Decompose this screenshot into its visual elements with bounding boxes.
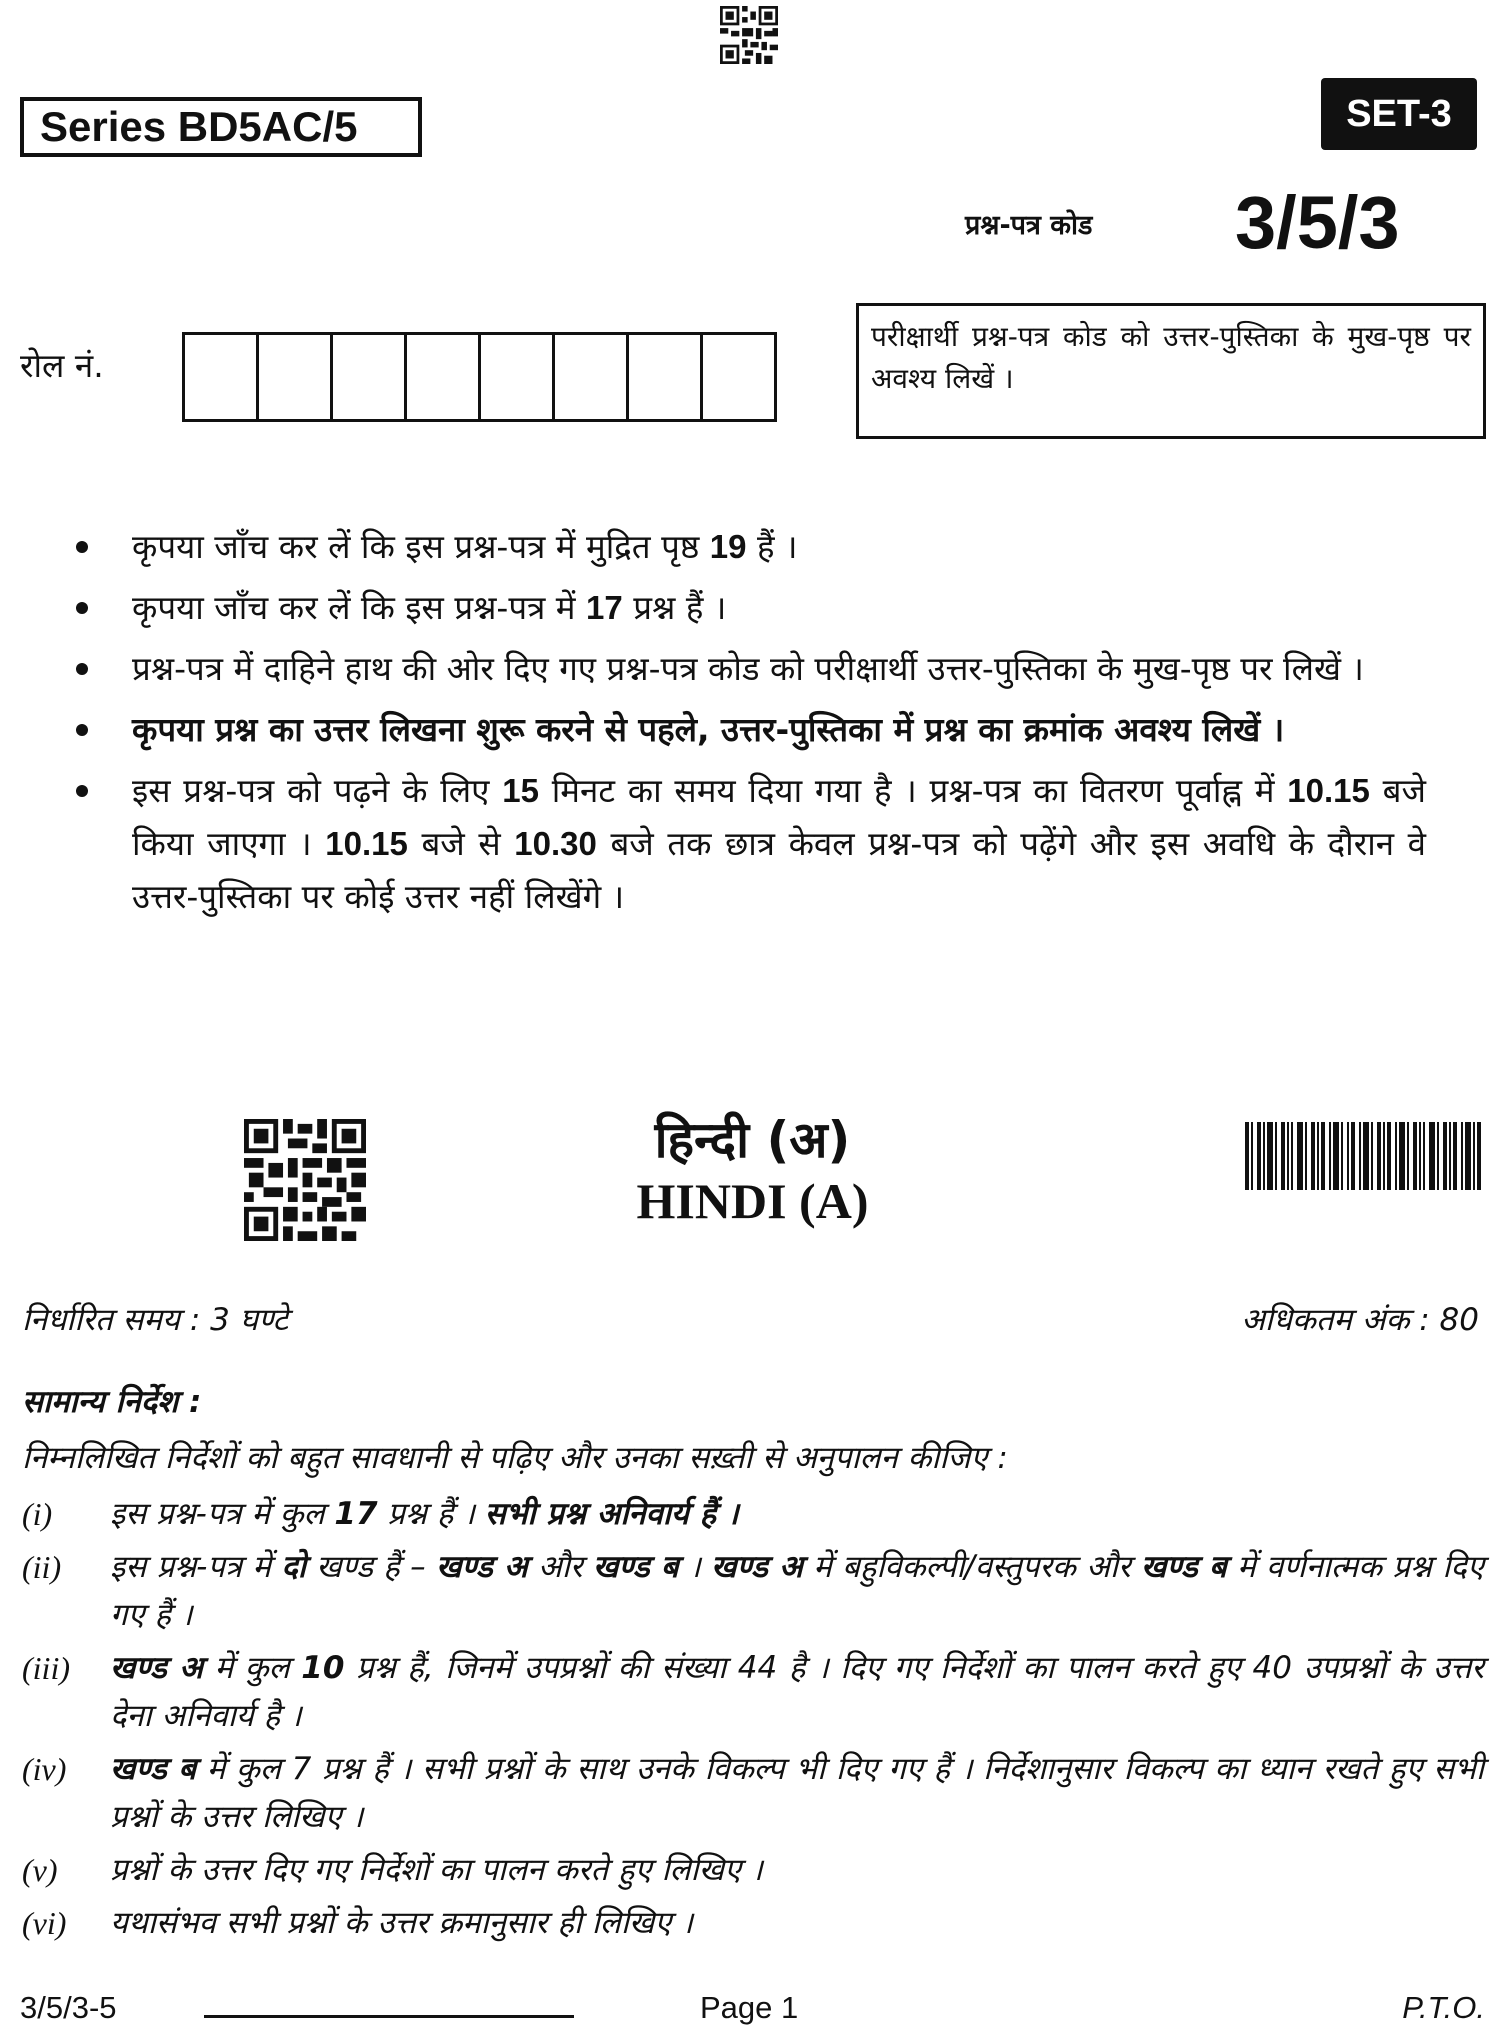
list-item: कृपया जाँच कर लें कि इस प्रश्न-पत्र में मुद्रित पृष्ठ 19 हैं । xyxy=(70,520,1470,573)
list-item: इस प्रश्न-पत्र को पढ़ने के लिए 15 मिनट का समय दिया गया है । प्रश्न-पत्र का वितरण पूर्वाह्न में 10.15 बजे किया जाएगा । 10.15 बजे से 10.30 बजे तक छात्र केवल प्रश्न-पत्र को पढ़ेंगे और इस अवधि के दौरान वे उत्तर-पुस्तिका पर कोई उत्तर नहीं लिखेंगे । xyxy=(70,764,1470,923)
list-item: (iv) खण्ड ब में कुल 7 प्रश्न हैं । सभी प्रश्नों के साथ उनके विकल्प भी दिए गए हैं । निर्देशानुसार विकल्प का ध्यान रखते हुए सभी प्रश्नों के उत्तर लिखिए । xyxy=(22,1745,1484,1841)
roll-number-box xyxy=(185,335,259,419)
page-footer xyxy=(20,1990,1485,2034)
paper-code-label: प्रश्न-पत्र कोड xyxy=(965,210,1093,241)
barcode-icon xyxy=(1245,1122,1481,1190)
roll-number-boxes xyxy=(182,332,777,422)
list-item: प्रश्न-पत्र में दाहिने हाथ की ओर दिए गए प्रश्न-पत्र कोड को परीक्षार्थी उत्तर-पुस्तिका के मुख-पृष्ठ पर लिखें । xyxy=(70,642,1470,695)
item-number: (iv) xyxy=(22,1751,67,1787)
list-item: (vi) यथासंभव सभी प्रश्नों के उत्तर क्रमानुसार ही लिखिए । xyxy=(22,1899,1484,1947)
list-item: (i) इस प्रश्न-पत्र में कुल 17 प्रश्न हैं । सभी प्रश्न अनिवार्य हैं । xyxy=(22,1490,1484,1538)
allotted-time: निर्धारित समय : 3 घण्टे xyxy=(22,1302,289,1338)
item-number: (i) xyxy=(22,1496,53,1532)
roll-number-label: रोल नं. xyxy=(20,346,104,385)
roll-number-box xyxy=(259,335,333,419)
set-badge: SET-3 xyxy=(1321,78,1477,150)
maximum-marks: अधिकतम अंक : 80 xyxy=(1241,1302,1479,1338)
preliminary-checks-list xyxy=(70,520,1470,931)
general-instructions-title: सामान्य निर्देश : xyxy=(22,1384,202,1420)
subject-title-hindi: हिन्दी (अ) xyxy=(654,1111,851,1169)
footer-rule xyxy=(204,2015,574,2018)
general-instructions-intro: निम्नलिखित निर्देशों को बहुत सावधानी से पढ़िए और उनका सख़्ती से अनुपालन कीजिए : xyxy=(22,1440,1008,1476)
general-instructions-list xyxy=(22,1490,1484,1952)
list-item: कृपया प्रश्न का उत्तर लिखना शुरू करने से पहले, उत्तर-पुस्तिका में प्रश्न का क्रमांक अवश्य लिखें । xyxy=(70,703,1470,756)
list-item: (v) प्रश्नों के उत्तर दिए गए निर्देशों का पालन करते हुए लिखिए । xyxy=(22,1846,1484,1894)
bullet-icon xyxy=(76,724,88,736)
item-number: (vi) xyxy=(22,1905,67,1941)
roll-number-box xyxy=(333,335,407,419)
list-item: (ii) इस प्रश्न-पत्र में दो खण्ड हैं – खण्ड अ और खण्ड ब । खण्ड अ में बहुविकल्पी/वस्तुपरक और खण्ड ब में वर्णनात्मक प्रश्न दिए गए हैं । xyxy=(22,1543,1484,1639)
series-box: Series BD5AC/5 xyxy=(20,97,422,157)
subject-title-english: HINDI (A) xyxy=(636,1173,869,1229)
paper-code-value: 3/5/3 xyxy=(1235,181,1400,264)
please-turn-over: P.T.O. xyxy=(1402,1990,1485,2025)
bullet-icon xyxy=(76,785,88,797)
roll-number-box xyxy=(629,335,703,419)
footer-paper-code: 3/5/3-5 xyxy=(20,1990,117,2025)
bullet-icon xyxy=(76,602,88,614)
bullet-icon xyxy=(76,663,88,675)
page-number: Page 1 xyxy=(700,1990,799,2025)
qr-code-icon xyxy=(720,6,778,64)
list-item: कृपया जाँच कर लें कि इस प्रश्न-पत्र में 17 प्रश्न हैं । xyxy=(70,581,1470,634)
roll-number-box xyxy=(407,335,481,419)
roll-number-box xyxy=(481,335,555,419)
item-number: (iii) xyxy=(22,1650,70,1686)
item-number: (ii) xyxy=(22,1549,62,1585)
bullet-icon xyxy=(76,541,88,553)
roll-number-box xyxy=(555,335,629,419)
list-item: (iii) खण्ड अ में कुल 10 प्रश्न हैं, जिनमें उपप्रश्नों की संख्या 44 है । दिए गए निर्देशों का पालन करते हुए 40 उपप्रश्नों के उत्तर देना अनिवार्य है । xyxy=(22,1644,1484,1740)
roll-number-box xyxy=(703,335,777,419)
item-number: (v) xyxy=(22,1852,58,1888)
candidate-notice-box: परीक्षार्थी प्रश्न-पत्र कोड को उत्तर-पुस्तिका के मुख-पृष्ठ पर अवश्य लिखें । xyxy=(856,303,1486,439)
